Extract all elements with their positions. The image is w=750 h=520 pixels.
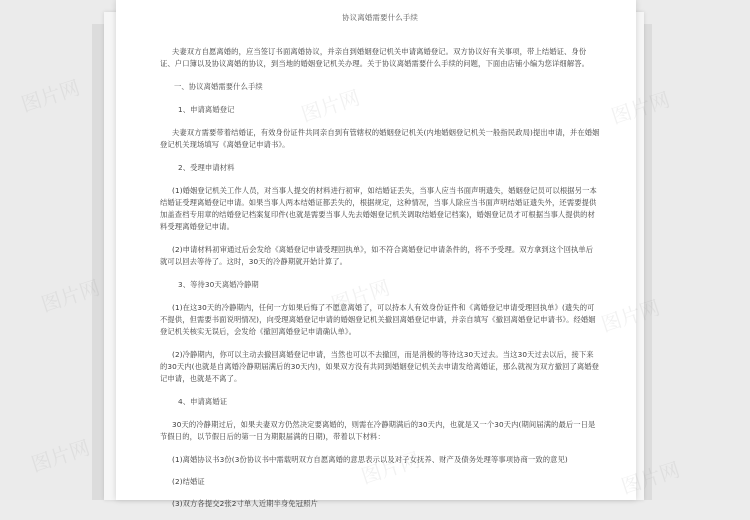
requirement-item-2: (2)结婚证 [172, 477, 205, 486]
step3-paragraph-1: (1)在这30天的冷静期内，任何一方如果后悔了不愿意离婚了，可以持本人有效身份证件和《离婚登记申请受理回执单》(遗失的可不提供，但需要书面说明情况)，向受理离婚登记申请的婚姻登记机关撤回离婚登记申请，并亲自填写《撤回离婚登记申请书》。经婚姻登记机关核实无误后，会发给《撤回离婚登记申请确认单》。 [160, 303, 596, 336]
watermark: 图片网 [38, 275, 103, 317]
step2-paragraph-2: (2)申请材料初审通过后会发给《离婚登记申请受理回执单》，如不符合离婚登记申请条件的，将不予受理。双方拿到这个回执单后就可以回去等待了。这时，30天的冷静期就开始计算了。 [160, 245, 594, 266]
document-title: 协议离婚需要什么手续 [342, 13, 418, 22]
step3-paragraph-2: (2)冷静期内，你可以主动去撤回离婚登记申请，当然也可以不去撤回，而是消极的等待这30天过去。当这30天过去以后，接下来的30天内(也就是自离婚冷静期届满后的30天内)，如果双方没有共同到婚姻登记机关去申请发给离婚证，那么就视为双方撤回了离婚登记申请，也就是不离了。 [160, 350, 600, 383]
step2-heading: 2、受理申请材料 [178, 163, 235, 172]
intro-paragraph: 夫妻双方自愿离婚的，应当签订书面离婚协议，并亲自到婚姻登记机关申请离婚登记。双方协议好有关事项，带上结婚证、身份证、户口簿以及协议离婚的协议，到当地的婚姻登记机关办理。关于协议离婚需要什么手续的问题，下面由店铺小编为您详细解答。 [160, 47, 590, 68]
watermark: 图片网 [28, 435, 93, 477]
step1-heading: 1、申请离婚登记 [178, 105, 235, 114]
requirement-item-3: (3)双方各提交2张2寸单人近期半身免冠照片 [172, 499, 318, 508]
step4-paragraph: 30天的冷静期过后，如果夫妻双方仍然决定要离婚的，则需在冷静期满后的30天内，也就是又一个30天内(期间届满的最后一日是节假日的，以节假日后的第一日为期限届满的日期)，带着以下材料： [160, 420, 596, 441]
step4-heading: 4、申请离婚证 [178, 397, 228, 406]
step1-paragraph: 夫妻双方需要带着结婚证，有效身份证件共同亲自到有管辖权的婚姻登记机关(内地婚姻登记机关一般指民政局)提出申请，并在婚姻登记机关现场填写《离婚登记申请书》。 [160, 128, 600, 149]
document-body [160, 12, 600, 520]
watermark: 图片网 [18, 75, 83, 117]
step2-paragraph-1: (1)婚姻登记机关工作人员，对当事人提交的材料进行初审，如结婚证丢失，当事人应当书面声明遗失，婚姻登记员可以根据另一本结婚证受理离婚登记申请。如果当事人两本结婚证都丢失的，根据规定，这种情况，当事人除应当书面声明结婚证遗失外，还需要提供加盖查档专用章的结婚登记档案复印件(也就是需要当事人先去婚姻登记机关调取结婚登记档案)，婚姻登记员才可根据当事人提供的材料受理离婚登记申请。 [160, 186, 597, 231]
requirement-item-1: (1)离婚协议书3份(3份协议书中需载明双方自愿离婚的意思表示以及对子女抚养、财产及债务处理等事项协商一致的意见) [172, 455, 568, 464]
document-page [116, 0, 636, 508]
step3-heading: 3、等待30天离婚冷静期 [178, 280, 259, 289]
section-heading: 一、协议离婚需要什么手续 [174, 82, 263, 91]
